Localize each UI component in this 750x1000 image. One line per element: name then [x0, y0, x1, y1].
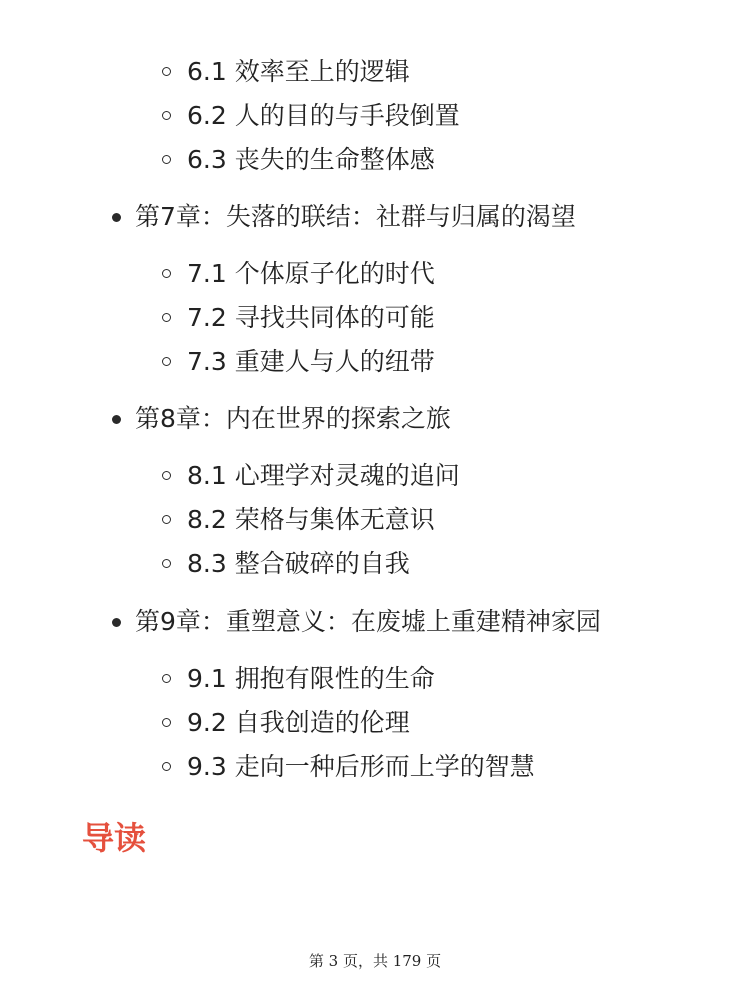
- bullet-icon: [112, 415, 121, 424]
- hollow-bullet-icon: [162, 313, 171, 322]
- hollow-bullet-icon: [162, 269, 171, 278]
- hollow-bullet-icon: [162, 471, 171, 480]
- toc-section-label: 8.1 心理学对灵魂的追问: [187, 461, 460, 490]
- toc-section-label: 7.2 寻找共同体的可能: [187, 303, 435, 332]
- hollow-bullet-icon: [162, 718, 171, 727]
- toc-section-label: 8.2 荣格与集体无意识: [187, 505, 435, 534]
- hollow-bullet-icon: [162, 111, 171, 120]
- hollow-bullet-icon: [162, 674, 171, 683]
- page-number-footer: 第 3 页，共 179 页: [308, 952, 442, 970]
- toc-section-label: 7.3 重建人与人的纽带: [187, 347, 435, 376]
- toc-section-label: 8.3 整合破碎的自我: [187, 549, 410, 578]
- section-heading-introduction: 导读: [82, 819, 147, 857]
- toc-section-label: 6.3 丧失的生命整体感: [187, 145, 435, 174]
- hollow-bullet-icon: [162, 155, 171, 164]
- toc-section-label: 9.2 自我创造的伦理: [187, 708, 410, 737]
- toc-section-label: 6.1 效率至上的逻辑: [187, 57, 410, 86]
- toc-section-label: 7.1 个体原子化的时代: [187, 259, 435, 288]
- bullet-icon: [112, 213, 121, 222]
- hollow-bullet-icon: [162, 559, 171, 568]
- hollow-bullet-icon: [162, 357, 171, 366]
- toc-section-label: 9.1 拥抱有限性的生命: [187, 664, 435, 693]
- hollow-bullet-icon: [162, 762, 171, 771]
- toc-section-label: 6.2 人的目的与手段倒置: [187, 101, 460, 130]
- toc-chapter-title: 第9章：重塑意义：在废墟上重建精神家园: [135, 607, 601, 636]
- bullet-icon: [112, 618, 121, 627]
- hollow-bullet-icon: [162, 67, 171, 76]
- toc-section-label: 9.3 走向一种后形而上学的智慧: [187, 752, 535, 781]
- toc-chapter-title: 第8章：内在世界的探索之旅: [135, 404, 451, 433]
- toc-chapter-title: 第7章：失落的联结：社群与归属的渴望: [135, 202, 576, 231]
- hollow-bullet-icon: [162, 515, 171, 524]
